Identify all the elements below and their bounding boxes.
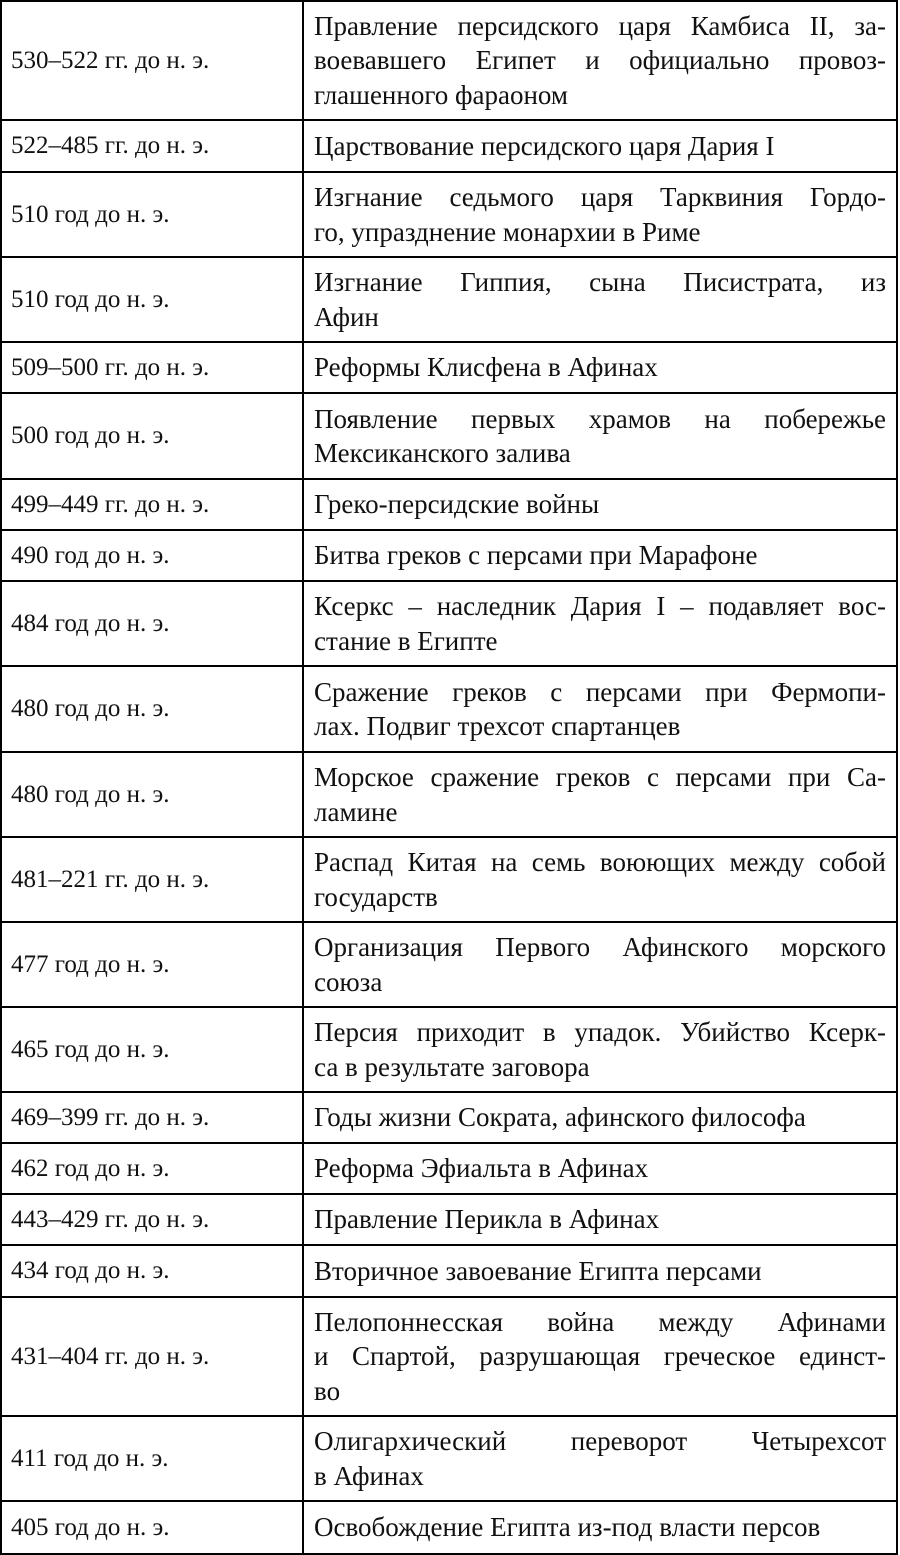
event-cell (303, 922, 897, 1007)
event-text-line: Правление Перикла в Афинах (314, 1204, 660, 1235)
event-cell (303, 1092, 897, 1143)
event-cell (303, 666, 897, 752)
date-cell: 469–399 гг. до н. э. (1, 1092, 303, 1143)
table-row (1, 752, 897, 837)
event-cell (303, 342, 897, 393)
event-cell (303, 837, 897, 922)
event-text-line: Олигархический переворот Четырехсот (314, 1426, 886, 1456)
event-text-line: и Спартой, разрушающая греческое единст- (314, 1341, 886, 1372)
event-text-line: стание в Египте (314, 625, 498, 656)
event-text-line: Битва греков с персами при Марафоне (314, 540, 758, 571)
table-row (1, 393, 897, 479)
event-text-line: лах. Подвиг трехсот спартанцев (314, 711, 681, 741)
table-row (1, 120, 897, 172)
event-cell (303, 1416, 897, 1501)
date-cell: 462 год до н. э. (1, 1143, 303, 1194)
event-cell (303, 1, 897, 120)
event-cell (303, 257, 897, 342)
table-row (1, 1245, 897, 1297)
event-text-line: са в результате заговора (314, 1051, 590, 1082)
event-text-line: во (314, 1375, 341, 1406)
table-row (1, 922, 897, 1007)
event-text-line: Реформы Клисфена в Афинах (314, 352, 658, 383)
table-row (1, 666, 897, 752)
event-text-line: ламине (314, 796, 398, 827)
date-cell: 500 год до н. э. (1, 393, 303, 479)
date-cell: 480 год до н. э. (1, 752, 303, 837)
date-cell: 434 год до н. э. (1, 1245, 303, 1297)
date-cell: 481–221 гг. до н. э. (1, 837, 303, 922)
table-row (1, 479, 897, 530)
event-text-line: Ксеркс – наследник Дария I – подавляет вос- (314, 591, 886, 621)
date-cell: 499–449 гг. до н. э. (1, 479, 303, 530)
event-cell (303, 1297, 897, 1416)
date-cell: 510 год до н. э. (1, 172, 303, 257)
event-text-line: союза (314, 966, 383, 997)
event-cell (303, 393, 897, 479)
date-cell: 530–522 гг. до н. э. (1, 1, 303, 120)
date-cell: 465 год до н. э. (1, 1007, 303, 1092)
table-row (1, 530, 897, 581)
event-cell (303, 1194, 897, 1245)
date-cell: 484 год до н. э. (1, 581, 303, 666)
event-text-line: Реформа Эфиальта в Афинах (314, 1153, 649, 1184)
event-cell (303, 172, 897, 257)
event-cell (303, 752, 897, 837)
event-cell (303, 581, 897, 666)
table-row (1, 1143, 897, 1194)
event-cell (303, 1245, 897, 1297)
event-text-line: Мексиканского залива (314, 438, 571, 468)
event-text-line: Организация Первого Афинского морского (314, 932, 886, 962)
date-cell: 431–404 гг. до н. э. (1, 1297, 303, 1416)
event-cell (303, 120, 897, 172)
event-text-line: Сражение греков с персами при Фермопи- (314, 676, 886, 707)
event-text-line: Пелопоннесская война между Афинами (314, 1306, 886, 1337)
event-text-line: воевавшего Египет и официально провоз- (314, 45, 886, 76)
event-cell (303, 1501, 897, 1554)
table-row (1, 837, 897, 922)
event-text-line: Распад Китая на семь воюющих между собой (314, 847, 886, 877)
table-row (1, 581, 897, 666)
event-text-line: Появление первых храмов на побережье (314, 403, 886, 434)
table-row (1, 1007, 897, 1092)
date-cell: 480 год до н. э. (1, 666, 303, 752)
date-cell: 411 год до н. э. (1, 1416, 303, 1501)
event-cell (303, 530, 897, 581)
event-text-line: Морское сражение греков с персами при Са- (314, 762, 886, 792)
event-text-line: Правление персидского царя Камбиса II, за- (314, 10, 886, 41)
table-row (1, 172, 897, 257)
date-cell: 509–500 гг. до н. э. (1, 342, 303, 393)
table-row (1, 1, 897, 120)
event-text-line: Годы жизни Сократа, афинского философа (314, 1102, 806, 1133)
event-text-line: государств (314, 881, 438, 912)
date-cell: 510 год до н. э. (1, 257, 303, 342)
event-text-line: Греко-персидские войны (314, 489, 600, 520)
date-cell: 477 год до н. э. (1, 922, 303, 1007)
event-text-line: в Афинах (314, 1460, 424, 1491)
table-row (1, 1297, 897, 1416)
event-cell (303, 479, 897, 530)
table-row (1, 1092, 897, 1143)
event-text-line: Освобождение Египта из-под власти персов (314, 1512, 821, 1543)
event-text-line: Изгнание седьмого царя Тарквиния Гордо- (314, 182, 886, 212)
event-text-line: Изгнание Гиппия, сына Писистрата, из (314, 267, 886, 297)
event-text-line: го, упразднение монархии в Риме (314, 216, 701, 247)
chronology-table-body (1, 1, 897, 1554)
event-text-line: Персия приходит в упадок. Убийство Ксерк- (314, 1017, 886, 1047)
date-cell: 522–485 гг. до н. э. (1, 120, 303, 172)
date-cell: 443–429 гг. до н. э. (1, 1194, 303, 1245)
table-row (1, 1194, 897, 1245)
date-cell: 405 год до н. э. (1, 1501, 303, 1554)
table-row (1, 1501, 897, 1554)
table-row (1, 1416, 897, 1501)
event-text-line: Вторичное завоевание Египта персами (314, 1255, 762, 1286)
event-text-line: глашенного фараоном (314, 79, 568, 110)
date-cell: 490 год до н. э. (1, 530, 303, 581)
table-row (1, 257, 897, 342)
event-text-line: Афин (314, 301, 379, 332)
event-text-line: Царствование персидского царя Дария I (314, 130, 775, 161)
event-cell (303, 1007, 897, 1092)
event-cell (303, 1143, 897, 1194)
table-row (1, 342, 897, 393)
